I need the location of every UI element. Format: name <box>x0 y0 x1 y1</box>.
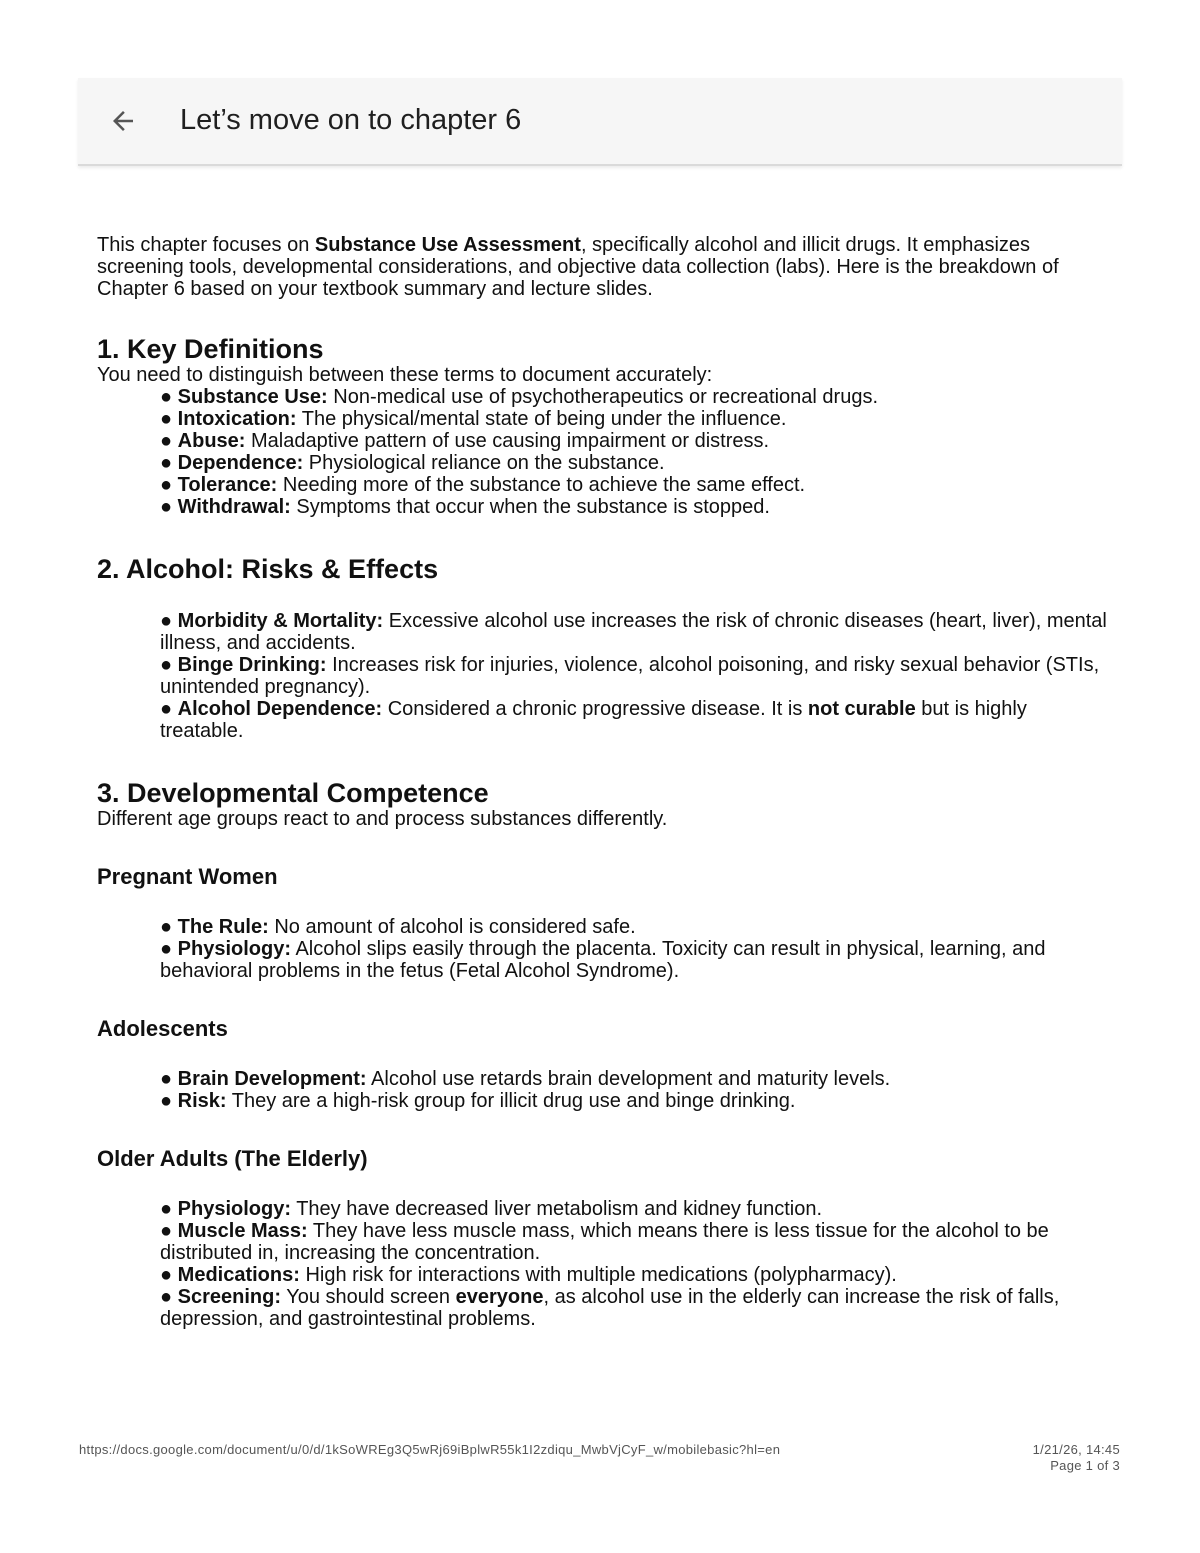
list-item: ● Medications: High risk for interactions with multiple medications (polypharmacy). <box>160 1264 897 1286</box>
print-footer-meta <box>1033 1442 1120 1474</box>
page-number: Page 1 of 3 <box>1050 1458 1120 1473</box>
subheading-adolescents: Adolescents <box>97 1016 228 1041</box>
section-lead: You need to distinguish between these terms to document accurately: <box>97 364 713 386</box>
list-item: ● Binge Drinking: Increases risk for injuries, violence, alcohol poisoning, and risky sexual behavior (STIs, unintended pregnancy). <box>160 654 1100 698</box>
document-body <box>97 234 1107 1330</box>
list-item: ● Abuse: Maladaptive pattern of use causing impairment or distress. <box>160 430 770 452</box>
subheading-pregnant-women: Pregnant Women <box>97 864 278 889</box>
section-lead: Different age groups react to and process substances differently. <box>97 808 668 830</box>
list-item: ● Alcohol Dependence: Considered a chronic progressive disease. It is not curable but is highly treatable. <box>160 698 1027 742</box>
older-adults-list <box>160 1198 1107 1330</box>
section-heading-definitions: 1. Key Definitions <box>97 334 324 364</box>
list-item: ● Morbidity & Mortality: Excessive alcohol use increases the risk of chronic diseases (heart, liver), mental illness, and accidents. <box>160 610 1107 654</box>
list-item: ● Physiology: They have decreased liver metabolism and kidney function. <box>160 1198 823 1220</box>
list-item: ● Dependence: Physiological reliance on the substance. <box>160 452 665 474</box>
back-button[interactable] <box>104 102 142 140</box>
definitions-list <box>160 386 1107 518</box>
list-item: ● Screening: You should screen everyone, as alcohol use in the elderly can increase the risk of falls, depression, and gastrointestinal problems. <box>160 1286 1060 1330</box>
list-item: ● Tolerance: Needing more of the substance to achieve the same effect. <box>160 474 806 496</box>
list-item: ● Withdrawal: Symptoms that occur when the substance is stopped. <box>160 496 770 518</box>
list-item: ● Intoxication: The physical/mental state of being under the influence. <box>160 408 787 430</box>
top-app-bar <box>78 78 1122 166</box>
page-title: Let’s move on to chapter 6 <box>180 104 522 136</box>
print-footer-url: https://docs.google.com/document/u/0/d/1kSoWREg3Q5wRj69iBplwR55k1I2zdiqu_MwbVjCyF_w/mobilebasic?hl=en <box>79 1442 781 1457</box>
pregnant-women-list <box>160 916 1107 982</box>
print-datetime: 1/21/26, 14:45 <box>1032 1442 1120 1457</box>
adolescents-list <box>160 1068 1107 1112</box>
alcohol-list <box>160 610 1107 742</box>
list-item: ● Risk: They are a high-risk group for illicit drug use and binge drinking. <box>160 1090 796 1112</box>
list-item: ● Physiology: Alcohol slips easily through the placenta. Toxicity can result in physical, learning, and behavioral problems in the fetus (Fetal Alcohol Syndrome). <box>160 938 1046 982</box>
list-item: ● Muscle Mass: They have less muscle mass, which means there is less tissue for the alcohol to be distributed in, increasing the concentration. <box>160 1220 1049 1264</box>
list-item: ● The Rule: No amount of alcohol is considered safe. <box>160 916 636 938</box>
subheading-older-adults: Older Adults (The Elderly) <box>97 1146 368 1171</box>
arrow-left-icon <box>108 106 138 136</box>
list-item: ● Brain Development: Alcohol use retards brain development and maturity levels. <box>160 1068 891 1090</box>
intro-paragraph: This chapter focuses on Substance Use Assessment, specifically alcohol and illicit drugs. It emphasizes screening tools, developmental considerations, and objective data collection (labs). Here is the breakdown of Chapter 6 based on your textbook summary and lecture slides. <box>97 234 1059 300</box>
section-heading-alcohol: 2. Alcohol: Risks & Effects <box>97 554 439 584</box>
section-heading-developmental: 3. Developmental Competence <box>97 778 489 808</box>
list-item: ● Substance Use: Non-medical use of psychotherapeutics or recreational drugs. <box>160 386 879 408</box>
